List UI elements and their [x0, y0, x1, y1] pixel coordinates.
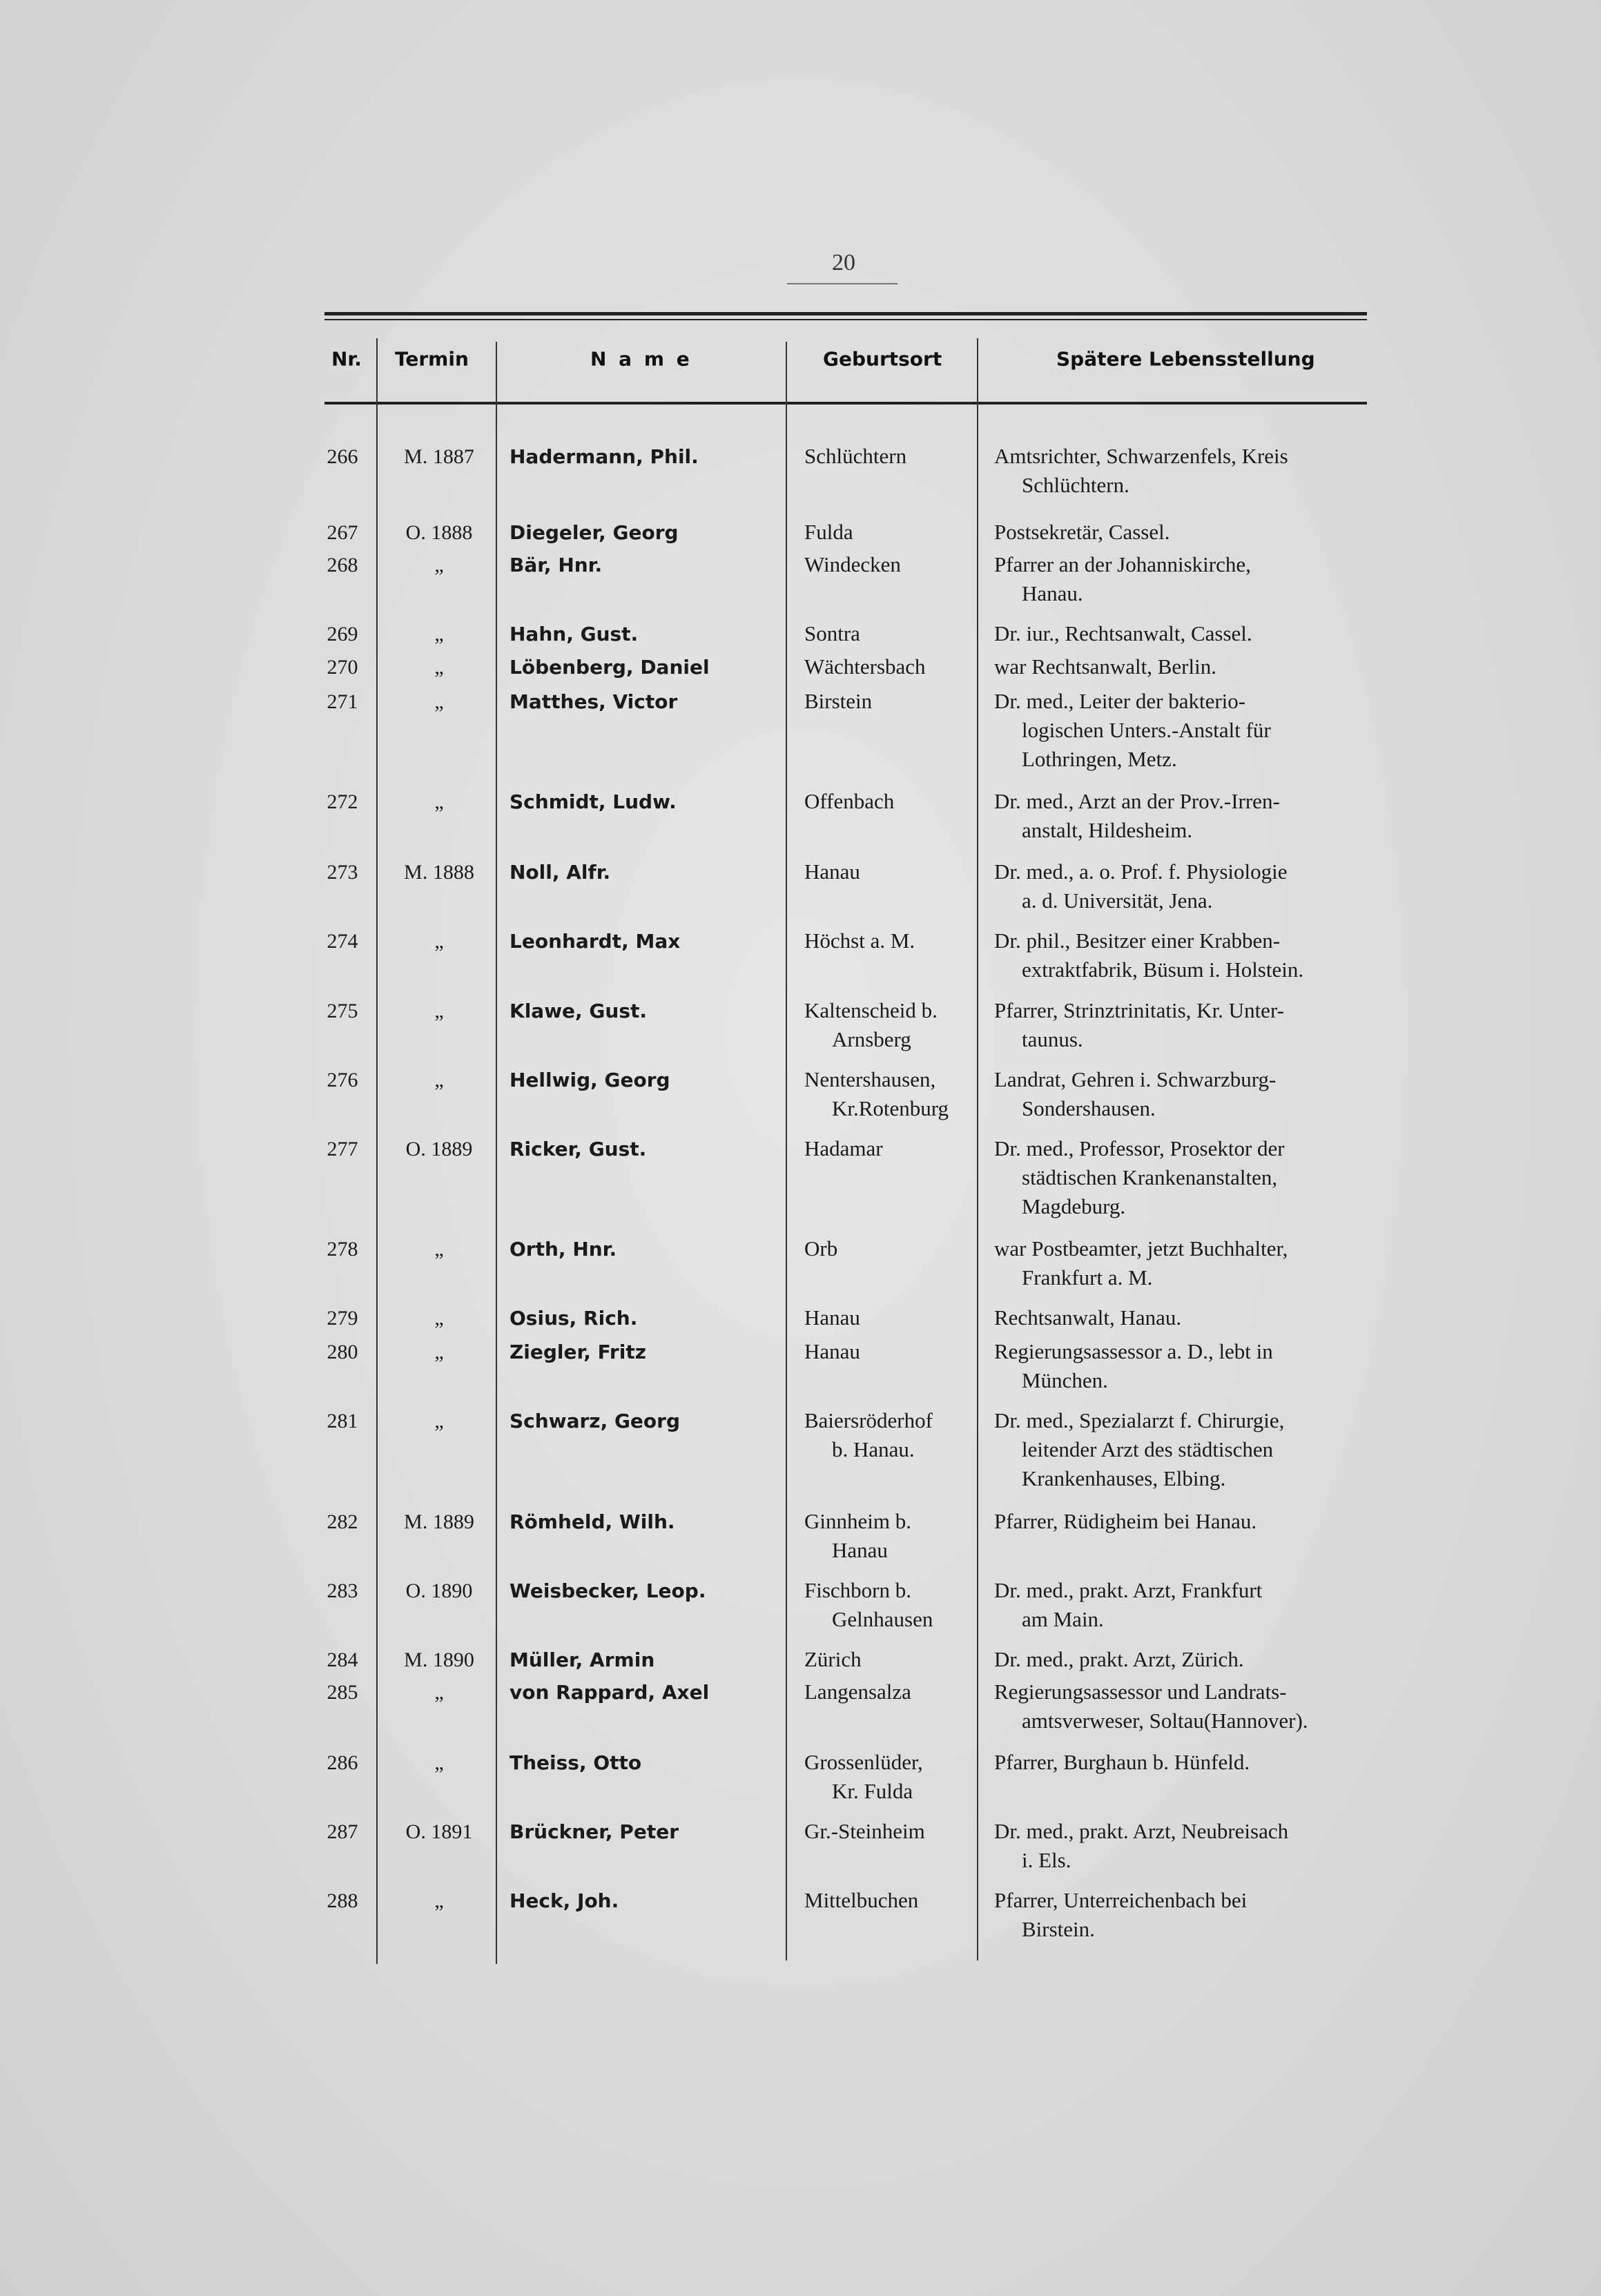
- entry-occupation: [994, 687, 1391, 774]
- entry-name: Weisbecker, Leop.: [510, 1579, 706, 1602]
- entry-name: Klawe, Gust.: [510, 1000, 648, 1022]
- entry-number: 283: [327, 1579, 358, 1602]
- occupation-line: Dr. med., prakt. Arzt, Zürich.: [994, 1647, 1244, 1671]
- entry-birthplace: [804, 1886, 991, 1915]
- occupation-line: amtsverweser, Soltau(Hannover).: [1022, 1709, 1308, 1733]
- occupation-line: logischen Unters.-Anstalt für: [1022, 718, 1271, 742]
- occupation-line: Frankfurt a. M.: [1022, 1265, 1153, 1290]
- entry-name: Leonhardt, Max: [510, 930, 681, 953]
- entry-termin: „: [434, 554, 444, 576]
- entry-birthplace: [804, 1303, 991, 1332]
- entry-occupation: [994, 787, 1391, 845]
- entry-number: 286: [327, 1751, 358, 1774]
- entry-name: Hahn, Gust.: [510, 623, 639, 645]
- entry-occupation: [994, 1645, 1391, 1674]
- birthplace-line: Mittelbuchen: [804, 1888, 919, 1912]
- table-top-rule: [324, 312, 1367, 315]
- entry-number: 277: [327, 1138, 358, 1160]
- occupation-line: taunus.: [1022, 1027, 1083, 1051]
- occupation-line: Dr. med., Leiter der bakterio-: [994, 689, 1246, 713]
- occupation-line: Amtsrichter, Schwarzenfels, Kreis: [994, 444, 1288, 468]
- occupation-line: Dr. med., prakt. Arzt, Frankfurt: [994, 1578, 1263, 1602]
- table-top-rule-thin: [324, 319, 1367, 320]
- entry-birthplace: [804, 442, 991, 471]
- entry-termin: „: [434, 623, 444, 645]
- birthplace-line: Hadamar: [804, 1136, 883, 1160]
- occupation-line: Birstein.: [1022, 1917, 1095, 1941]
- occupation-line: war Postbeamter, jetzt Buchhalter,: [994, 1236, 1288, 1261]
- occupation-line: i. Els.: [1022, 1848, 1071, 1872]
- entry-occupation: [994, 1406, 1391, 1493]
- birthplace-line: Zürich: [804, 1647, 862, 1671]
- birthplace-line: Gelnhausen: [832, 1607, 933, 1631]
- entry-occupation: [994, 1234, 1391, 1292]
- occupation-line: Pfarrer, Unterreichenbach bei: [994, 1888, 1248, 1912]
- birthplace-line: Kaltenscheid b.: [804, 998, 938, 1022]
- entry-occupation: [994, 1065, 1391, 1123]
- entry-occupation: [994, 1677, 1391, 1735]
- entry-occupation: [994, 996, 1391, 1054]
- entry-termin: „: [434, 1238, 444, 1261]
- occupation-line: Rechtsanwalt, Hanau.: [994, 1305, 1182, 1330]
- occupation-line: Schlüchtern.: [1022, 473, 1129, 497]
- entry-birthplace: [804, 550, 991, 579]
- entry-occupation: [994, 1748, 1391, 1777]
- entry-name: Theiss, Otto: [510, 1751, 642, 1774]
- entry-birthplace: [804, 1507, 991, 1565]
- entry-number: 268: [327, 554, 358, 576]
- entry-occupation: [994, 926, 1391, 984]
- entry-termin: M. 1889: [404, 1510, 474, 1533]
- entry-name: Orth, Hnr.: [510, 1238, 617, 1261]
- birthplace-line: Schlüchtern: [804, 444, 907, 468]
- occupation-line: Dr. med., Spezialarzt f. Chirurgie,: [994, 1408, 1285, 1432]
- entry-number: 280: [327, 1341, 358, 1363]
- occupation-line: München.: [1022, 1368, 1108, 1392]
- occupation-line: war Rechtsanwalt, Berlin.: [994, 654, 1216, 679]
- birthplace-line: Baiersröderhof: [804, 1408, 933, 1432]
- entry-termin: „: [434, 1000, 444, 1022]
- occupation-line: Postsekretär, Cassel.: [994, 520, 1170, 544]
- header-termin: Termin: [395, 347, 469, 371]
- birthplace-line: Hanau: [804, 1305, 860, 1330]
- birthplace-line: Arnsberg: [832, 1027, 911, 1051]
- entry-termin: „: [434, 1341, 444, 1363]
- entry-termin: O. 1889: [405, 1138, 473, 1160]
- birthplace-line: Wächtersbach: [804, 654, 926, 679]
- entry-name: Müller, Armin: [510, 1648, 655, 1671]
- entry-name: Schwarz, Georg: [510, 1410, 681, 1432]
- entry-name: Heck, Joh.: [510, 1889, 619, 1912]
- entry-name: Hadermann, Phil.: [510, 445, 699, 468]
- entry-number: 274: [327, 930, 358, 953]
- entry-termin: „: [434, 1307, 444, 1330]
- entry-termin: „: [434, 1069, 444, 1091]
- entry-termin: „: [434, 1681, 444, 1704]
- entry-number: 288: [327, 1889, 358, 1912]
- entry-name: Matthes, Victor: [510, 690, 678, 713]
- birthplace-line: Sontra: [804, 621, 860, 645]
- entry-number: 281: [327, 1410, 358, 1432]
- birthplace-line: Hanau: [832, 1538, 888, 1562]
- entry-occupation: [994, 1886, 1391, 1944]
- entry-termin: „: [434, 656, 444, 679]
- entry-name: Schmidt, Ludw.: [510, 790, 677, 813]
- entry-birthplace: [804, 1645, 991, 1674]
- birthplace-line: Orb: [804, 1236, 838, 1261]
- entry-birthplace: [804, 518, 991, 547]
- occupation-line: Hanau.: [1022, 581, 1083, 605]
- entry-termin: O. 1891: [405, 1820, 473, 1843]
- header-geburtsort: Geburtsort: [823, 347, 942, 371]
- entry-birthplace: [804, 1576, 991, 1634]
- entry-name: Römheld, Wilh.: [510, 1510, 675, 1533]
- entry-name: Osius, Rich.: [510, 1307, 638, 1330]
- occupation-line: Dr. med., a. o. Prof. f. Physiologie: [994, 859, 1288, 884]
- entry-name: Diegeler, Georg: [510, 521, 679, 544]
- birthplace-line: Höchst a. M.: [804, 928, 915, 953]
- entry-number: 271: [327, 690, 358, 713]
- occupation-line: Sondershausen.: [1022, 1096, 1156, 1120]
- entry-occupation: [994, 1303, 1391, 1332]
- occupation-line: Regierungsassessor und Landrats-: [994, 1680, 1287, 1704]
- entry-termin: M. 1888: [404, 861, 474, 884]
- entry-number: 285: [327, 1681, 358, 1704]
- header-stellung: Spätere Lebensstellung: [1056, 347, 1315, 371]
- entry-termin: M. 1887: [404, 445, 474, 468]
- entry-birthplace: [804, 1234, 991, 1263]
- entry-occupation: [994, 1337, 1391, 1395]
- entry-occupation: [994, 1817, 1391, 1875]
- birthplace-line: Fischborn b.: [804, 1578, 911, 1602]
- occupation-line: Magdeburg.: [1022, 1194, 1126, 1218]
- occupation-line: Dr. med., prakt. Arzt, Neubreisach: [994, 1819, 1289, 1843]
- birthplace-line: Birstein: [804, 689, 873, 713]
- occupation-line: Pfarrer, Strinztrinitatis, Kr. Unter-: [994, 998, 1284, 1022]
- entry-number: 275: [327, 1000, 358, 1022]
- entry-name: Ziegler, Fritz: [510, 1341, 647, 1363]
- entry-termin: „: [434, 690, 444, 713]
- entry-birthplace: [804, 1748, 991, 1806]
- entry-birthplace: [804, 996, 991, 1054]
- occupation-line: Pfarrer an der Johanniskirche,: [994, 552, 1251, 576]
- entry-birthplace: [804, 787, 991, 816]
- entry-birthplace: [804, 652, 991, 681]
- birthplace-line: Kr.Rotenburg: [832, 1096, 949, 1120]
- entry-occupation: [994, 1507, 1391, 1536]
- entry-number: 269: [327, 623, 358, 645]
- column-divider: [786, 342, 787, 1961]
- occupation-line: a. d. Universität, Jena.: [1022, 888, 1213, 913]
- entry-occupation: [994, 518, 1391, 547]
- entry-number: 287: [327, 1820, 358, 1843]
- occupation-line: Pfarrer, Burghaun b. Hünfeld.: [994, 1750, 1250, 1774]
- entry-number: 278: [327, 1238, 358, 1261]
- birthplace-line: Windecken: [804, 552, 901, 576]
- birthplace-line: Fulda: [804, 520, 853, 544]
- entry-termin: „: [434, 1751, 444, 1774]
- header-nr: Nr.: [331, 347, 362, 371]
- occupation-line: Krankenhauses, Elbing.: [1022, 1466, 1226, 1490]
- column-divider: [496, 342, 497, 1964]
- entry-occupation: [994, 652, 1391, 681]
- entry-birthplace: [804, 619, 991, 648]
- occupation-line: Dr. phil., Besitzer einer Krabben-: [994, 928, 1281, 953]
- entry-name: Bär, Hnr.: [510, 554, 603, 576]
- entry-name: Noll, Alfr.: [510, 861, 611, 884]
- entry-number: 267: [327, 521, 358, 544]
- entry-birthplace: [804, 857, 991, 886]
- page-number: 20: [832, 250, 855, 275]
- occupation-line: am Main.: [1022, 1607, 1104, 1631]
- birthplace-line: Hanau: [804, 859, 860, 884]
- entry-termin: O. 1888: [405, 521, 473, 544]
- occupation-line: Lothringen, Metz.: [1022, 747, 1177, 771]
- table-header-rule: [324, 402, 1367, 405]
- entry-termin: „: [434, 1410, 444, 1432]
- column-divider: [376, 338, 378, 1964]
- entry-birthplace: [804, 1065, 991, 1123]
- occupation-line: leitender Arzt des städtischen: [1022, 1437, 1274, 1461]
- entry-birthplace: [804, 926, 991, 955]
- entry-termin: „: [434, 790, 444, 813]
- header-name: N a m e: [590, 347, 692, 371]
- birthplace-line: Kr. Fulda: [832, 1779, 913, 1803]
- entry-birthplace: [804, 1406, 991, 1464]
- occupation-line: Dr. med., Professor, Prosektor der: [994, 1136, 1285, 1160]
- entry-name: Brückner, Peter: [510, 1820, 679, 1843]
- entry-termin: „: [434, 1889, 444, 1912]
- occupation-line: Landrat, Gehren i. Schwarzburg-: [994, 1067, 1277, 1091]
- occupation-line: städtischen Krankenanstalten,: [1022, 1165, 1278, 1189]
- birthplace-line: Hanau: [804, 1339, 860, 1363]
- entry-number: 276: [327, 1069, 358, 1091]
- entry-name: Ricker, Gust.: [510, 1138, 647, 1160]
- occupation-line: anstalt, Hildesheim.: [1022, 818, 1193, 842]
- birthplace-line: Gr.-Steinheim: [804, 1819, 925, 1843]
- entry-birthplace: [804, 687, 991, 716]
- entry-number: 266: [327, 445, 358, 468]
- occupation-line: extraktfabrik, Büsum i. Holstein.: [1022, 957, 1304, 982]
- birthplace-line: Ginnheim b.: [804, 1509, 911, 1533]
- occupation-line: Dr. med., Arzt an der Prov.-Irren-: [994, 789, 1280, 813]
- entry-number: 279: [327, 1307, 358, 1330]
- birthplace-line: Offenbach: [804, 789, 895, 813]
- birthplace-line: Nentershausen,: [804, 1067, 936, 1091]
- entry-occupation: [994, 442, 1391, 500]
- occupation-line: Regierungsassessor a. D., lebt in: [994, 1339, 1273, 1363]
- entry-number: 282: [327, 1510, 358, 1533]
- entry-occupation: [994, 857, 1391, 915]
- entry-birthplace: [804, 1817, 991, 1846]
- entry-occupation: [994, 1134, 1391, 1221]
- entry-name: Hellwig, Georg: [510, 1069, 670, 1091]
- entry-termin: O. 1890: [405, 1579, 473, 1602]
- entry-number: 284: [327, 1648, 358, 1671]
- entry-name: Löbenberg, Daniel: [510, 656, 710, 679]
- entry-termin: M. 1890: [404, 1648, 474, 1671]
- entry-number: 272: [327, 790, 358, 813]
- entry-number: 273: [327, 861, 358, 884]
- entry-occupation: [994, 550, 1391, 608]
- page-number-rule: [787, 283, 897, 284]
- entry-birthplace: [804, 1337, 991, 1366]
- entry-birthplace: [804, 1677, 991, 1706]
- entry-termin: „: [434, 930, 444, 953]
- entry-occupation: [994, 619, 1391, 648]
- entry-name: von Rappard, Axel: [510, 1681, 710, 1704]
- occupation-line: Dr. iur., Rechtsanwalt, Cassel.: [994, 621, 1252, 645]
- birthplace-line: Grossenlüder,: [804, 1750, 923, 1774]
- entry-number: 270: [327, 656, 358, 679]
- entry-birthplace: [804, 1134, 991, 1163]
- occupation-line: Pfarrer, Rüdigheim bei Hanau.: [994, 1509, 1257, 1533]
- entry-occupation: [994, 1576, 1391, 1634]
- birthplace-line: Langensalza: [804, 1680, 911, 1704]
- birthplace-line: b. Hanau.: [832, 1437, 915, 1461]
